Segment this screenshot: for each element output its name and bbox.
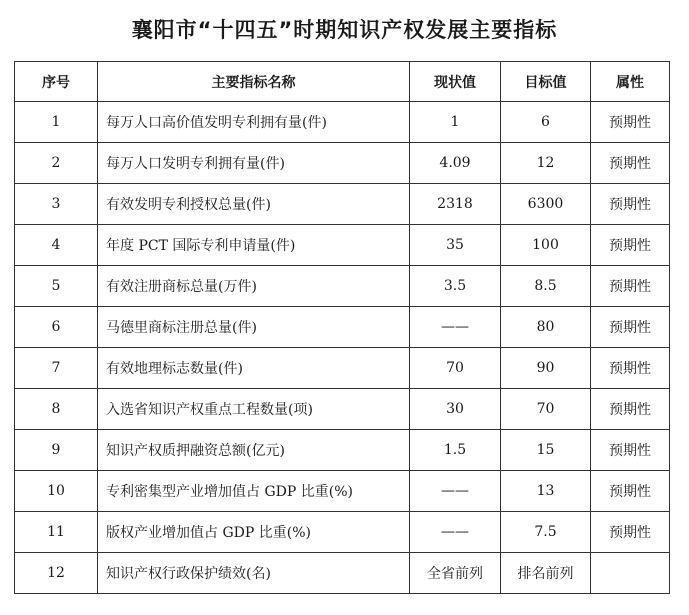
cell-indicator-name: 有效注册商标总量(万件) bbox=[98, 266, 410, 307]
cell-seq: 6 bbox=[15, 307, 98, 348]
cell-seq: 2 bbox=[15, 143, 98, 184]
cell-indicator-name: 入选省知识产权重点工程数量(项) bbox=[98, 389, 410, 430]
table-row bbox=[15, 430, 670, 471]
table-row bbox=[15, 471, 670, 512]
cell-target-value: 8.5 bbox=[501, 266, 591, 307]
cell-seq: 12 bbox=[15, 553, 98, 594]
cell-target-value: 80 bbox=[501, 307, 591, 348]
cell-indicator-name: 马德里商标注册总量(件) bbox=[98, 307, 410, 348]
cell-current-value: 35 bbox=[410, 225, 501, 266]
cell-current-value: —— bbox=[410, 307, 501, 348]
cell-current-value: 1.5 bbox=[410, 430, 501, 471]
document-title: 襄阳市“十四五”时期知识产权发展主要指标 bbox=[131, 18, 558, 42]
cell-current-value: 30 bbox=[410, 389, 501, 430]
cell-attribute: 预期性 bbox=[591, 471, 670, 512]
cell-current-value: —— bbox=[410, 471, 501, 512]
header-indicator-name: 主要指标名称 bbox=[98, 62, 410, 102]
cell-indicator-name: 每万人口发明专利拥有量(件) bbox=[98, 143, 410, 184]
cell-seq: 7 bbox=[15, 348, 98, 389]
cell-current-value: —— bbox=[410, 512, 501, 553]
cell-seq: 10 bbox=[15, 471, 98, 512]
cell-seq: 3 bbox=[15, 184, 98, 225]
header-attribute: 属性 bbox=[591, 62, 670, 102]
cell-attribute: 预期性 bbox=[591, 348, 670, 389]
cell-attribute: 预期性 bbox=[591, 102, 670, 143]
cell-attribute: 预期性 bbox=[591, 389, 670, 430]
table-row bbox=[15, 184, 670, 225]
table-row bbox=[15, 266, 670, 307]
cell-seq: 8 bbox=[15, 389, 98, 430]
cell-indicator-name: 年度 PCT 国际专利申请量(件) bbox=[98, 225, 410, 266]
cell-target-value: 70 bbox=[501, 389, 591, 430]
cell-attribute: 预期性 bbox=[591, 266, 670, 307]
table-row bbox=[15, 102, 670, 143]
table-row bbox=[15, 512, 670, 553]
cell-attribute: 预期性 bbox=[591, 225, 670, 266]
header-row bbox=[15, 62, 670, 102]
cell-current-value: 1 bbox=[410, 102, 501, 143]
cell-indicator-name: 知识产权行政保护绩效(名) bbox=[98, 553, 410, 594]
cell-seq: 5 bbox=[15, 266, 98, 307]
header-current-value: 现状值 bbox=[410, 62, 501, 102]
cell-current-value: 4.09 bbox=[410, 143, 501, 184]
cell-target-value: 6 bbox=[501, 102, 591, 143]
header-seq: 序号 bbox=[15, 62, 98, 102]
cell-current-value: 70 bbox=[410, 348, 501, 389]
table-row bbox=[15, 225, 670, 266]
table-row bbox=[15, 307, 670, 348]
table-row bbox=[15, 553, 670, 594]
cell-seq: 11 bbox=[15, 512, 98, 553]
cell-target-value: 排名前列 bbox=[501, 553, 591, 594]
cell-target-value: 13 bbox=[501, 471, 591, 512]
cell-target-value: 12 bbox=[501, 143, 591, 184]
cell-current-value: 3.5 bbox=[410, 266, 501, 307]
cell-target-value: 6300 bbox=[501, 184, 591, 225]
table-row bbox=[15, 143, 670, 184]
cell-seq: 4 bbox=[15, 225, 98, 266]
cell-attribute bbox=[591, 553, 670, 594]
cell-attribute: 预期性 bbox=[591, 143, 670, 184]
cell-target-value: 7.5 bbox=[501, 512, 591, 553]
table-row bbox=[15, 389, 670, 430]
cell-indicator-name: 每万人口高价值发明专利拥有量(件) bbox=[98, 102, 410, 143]
cell-indicator-name: 有效地理标志数量(件) bbox=[98, 348, 410, 389]
cell-attribute: 预期性 bbox=[591, 430, 670, 471]
cell-target-value: 100 bbox=[501, 225, 591, 266]
cell-current-value: 2318 bbox=[410, 184, 501, 225]
table-row bbox=[15, 348, 670, 389]
cell-target-value: 90 bbox=[501, 348, 591, 389]
cell-attribute: 预期性 bbox=[591, 512, 670, 553]
cell-indicator-name: 知识产权质押融资总额(亿元) bbox=[98, 430, 410, 471]
cell-current-value: 全省前列 bbox=[410, 553, 501, 594]
cell-indicator-name: 版权产业增加值占 GDP 比重(%) bbox=[98, 512, 410, 553]
cell-seq: 1 bbox=[15, 102, 98, 143]
indicators-table bbox=[14, 61, 670, 594]
cell-target-value: 15 bbox=[501, 430, 591, 471]
header-target-value: 目标值 bbox=[501, 62, 591, 102]
cell-attribute: 预期性 bbox=[591, 184, 670, 225]
cell-indicator-name: 专利密集型产业增加值占 GDP 比重(%) bbox=[98, 471, 410, 512]
cell-attribute: 预期性 bbox=[591, 307, 670, 348]
cell-seq: 9 bbox=[15, 430, 98, 471]
cell-indicator-name: 有效发明专利授权总量(件) bbox=[98, 184, 410, 225]
